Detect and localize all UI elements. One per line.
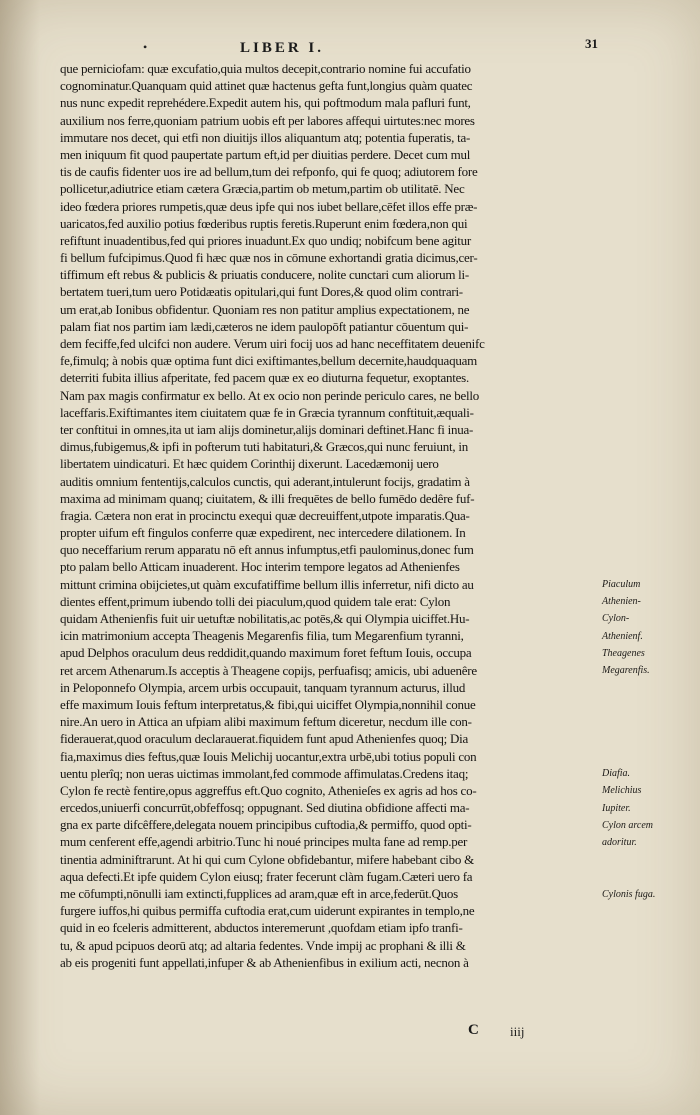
text-line: Nam pax magis confirmatur ex bello. At ex ocio non perinde periculo cares, ne bello	[60, 387, 479, 403]
text-line: tiffimum eft rebus & publicis & priuatis conducere, nolite cunctari cum aliorum li-	[60, 267, 469, 283]
text-line: um erat,ab Ionibus obfidentur. Quoniam res non patitur amplius expectationem, ne	[60, 301, 470, 317]
running-head: LIBER I.	[240, 40, 325, 56]
text-line: apud Delphos oraculum deus reddidit,quando maximum foret feftum Iouis, occupa	[60, 645, 472, 661]
text-line: tinentia adminiftrarunt. At hi qui cum Cylone obfidebantur, mifere habebant cibo &	[60, 851, 475, 867]
margin-note: Athenien-	[602, 596, 641, 608]
text-line: palam fiat nos partim iam lædi,cæteros ne idem paulopōft patiantur cōuentum qui-	[60, 318, 469, 334]
text-line: tis de caufis fidenter uos ire ad bellum,tum dei refponfo, qui fe quoq; adiutorem fore	[60, 164, 478, 180]
text-line: fia,maximus dies feftus,quæ Iouis Melichij uocantur,extra urbē,ubi totius populi con	[60, 748, 477, 764]
ornament-mark: •	[143, 40, 148, 54]
margin-note: Diafia.	[602, 768, 631, 780]
text-line: ter conftitui in omnes,ita ut iam alijs dominetur,alijs dominari deftinet.Hanc fi inua-	[60, 421, 474, 437]
text-line: quidam Athenienfis fuit uir uetuftæ nobilitatis,ac potēs,& qui Olympia uiciffet.Hu-	[60, 611, 470, 626]
text-line: aqua defecti.Et ipfe quidem Cylon eiusq; frater fecerunt clàm fugam.Cæteri uero fa	[60, 868, 473, 884]
margin-note: Piaculum	[602, 579, 641, 590]
text-line: in Peloponnefo Olympia, arcem urbis occupauit, tanquam tyrannum acturus, illud	[60, 679, 466, 695]
text-line: auxilium nos ferre,quoniam patrium uobis eft per labores affequi uirtutes:nec mores	[60, 112, 475, 128]
text-line: dimus,fubigemus,& ipfi in pofterum tuti habitaturi,& Græcos,qui nunc feruiunt, in	[60, 439, 468, 455]
margin-note: Theagenes	[602, 647, 645, 659]
text-line: deterriti fubita illius afperitate, fed pacem quæ ex eo diuturna fequetur, exoptantes.	[60, 370, 469, 386]
text-line: ab eis progeniti funt appellati,infuper & ab Athenienfibus in exilium acti, necnon à	[60, 954, 469, 970]
text-line: nus nunc expedit reprehédere.Expedit autem his, qui poftmodum mala pafluri funt,	[60, 95, 471, 111]
text-line: quo neceffarium rerum apparatu nō eft annus infumptus,etfi paulominus,donec fum	[60, 542, 474, 558]
text-line: fiderauerat,quod oraculum declarauerat.fiquidem funt apud Athenienfes quoq; Dia	[60, 731, 469, 747]
text-line: tu, & apud pcipuos deorū atq; ad altaria fedentes. Vnde impij ac prophani & illi &	[60, 937, 466, 953]
page-footer	[0, 1022, 700, 1044]
text-line: bertatem tueri,tum uero Potidæatis opitulari,qui funt Dores,& quod olim contrari-	[60, 284, 463, 300]
text-line: libertatem uindicaturi. Et hæc quidem Corinthij dixerunt. Lacedæmonij uero	[60, 456, 439, 472]
text-line: ercedos,uniuerfi concurrūt,obfeffosq; oppugnant. Sed diutina obfidione affecti ma-	[60, 800, 470, 816]
text-line: pto palam bello Atticam inuaderent. Hoc interim tempore legatos ad Athenienfes	[60, 559, 460, 575]
margin-note: Melichius	[602, 785, 642, 797]
margin-note: Cylon-	[602, 613, 630, 625]
margin-note: Megarenfis.	[602, 665, 650, 676]
text-line: maxima ad minimam quanq; ciuitatem, & illi frequētes de bello fumēdo dedêre fuf-	[60, 490, 475, 506]
text-line: uentu plerîq; non ueras uictimas immolant,fed commode affimulatas.Credens itaq;	[60, 765, 469, 781]
text-line: Cylon fe rectè fentire,opus aggreffus eft.Quo cognito, Athenieſes ex agris ad hos co-	[60, 782, 477, 798]
text-line: dientes effent,primum iubendo tolli dei piaculum,quod quidem tale erat: Cylon	[60, 593, 451, 609]
text-line: uaricatos,fed auxilio potius fœderibus ruptis feretis.Ruperunt enim fœdera,non qui	[60, 215, 468, 231]
text-block	[60, 60, 590, 971]
text-line: effe maximum Iouis feftum interpretatus,& fibi,qui uiciffet Olympia,nonnihil conue	[60, 696, 476, 712]
text-line: fragia. Cætera non erat in procinctu exequi quæ decreuiffent,utpote imparatis.Qua-	[60, 507, 470, 523]
margin-note: Iupiter.	[602, 802, 631, 814]
folio-number: 31	[585, 36, 598, 51]
text-line: cognominatur.Quanquam quid attinet quæ hactenus gefta funt,longius quàm quatec	[60, 78, 473, 94]
text-line: mum cenferent effe,agendi arbitrio.Tunc hi noué principes multa fane ad remp.per	[60, 834, 468, 850]
page-header	[0, 36, 700, 60]
text-line: que perniciofam: quæ excufatio,quia multos decepit,contrario nomine fui accufatio	[60, 61, 471, 76]
signature-mark: C	[468, 1022, 479, 1038]
text-line: ideo fœdera priores rumpetis,quæ deus ipfe qui nos iubet bellare,cēfet illos effe præ-	[60, 198, 478, 214]
text-line: refiftunt inuadentibus,fed qui priores inuadunt.Ex quo undiq; nobifcum bene agitur	[60, 232, 471, 248]
text-line: laceffaris.Exiftimantes item ciuitatem quæ fe in Græcia tyrannum conftituit,æquali-	[60, 404, 474, 420]
text-line: men iniquum fit quod paupertate partum eft,id per diuitias perdere. Decet cum mul	[60, 146, 471, 162]
text-line: immutare nos decet, qui etfi non diuitijs illos aliquantum atq; potentia fuperatis, ta-	[60, 129, 471, 145]
text-line: nire.An uero in Attica an ufpiam alibi maximum feftum diceretur, necdum ille con-	[60, 714, 472, 730]
margin-note: Cylon arcem	[602, 819, 654, 831]
text-line: icin matrimonium accepta Theagenis Megarenfis filia, tum Megarenfium tyranni,	[60, 628, 464, 644]
margin-note: Athenienf.	[602, 630, 643, 642]
text-line: fe,fimulq; à nobis quæ optima funt dici exiftimantes,bellum decernite,haudquaquam	[60, 353, 477, 369]
text-line: mittunt crimina obijcietes,ut quàm excufatiffime bellum illis inferretur, nifi dicto au	[60, 576, 474, 592]
text-line: ret arcem Athenarum.Is acceptis à Theagene copijs, perfuafisq; amicis, ubi aduenêre	[60, 662, 477, 678]
text-line: dem feciffe,fed ulcifci non audere. Verum uiri focij uos ad hanc neceffitatem deuenifc	[60, 336, 485, 351]
margin-note: adoritur.	[602, 837, 637, 848]
text-line: propter uifum eft fingulos conferre quæ expedirent, nec intercedere dilationem. In	[60, 525, 466, 541]
text-line: quid in eo fceleris admitterent, abductos interemerunt ,quofdam etiam ipfo tranfi-	[60, 920, 463, 936]
text-line: me cōfumpti,nōnulli iam extincti,fupplices ad aram,quæ eft in arce,federūt.Quos	[60, 886, 458, 901]
text-line: furgere iuffos,hi quibus permiffa cuftodia erat,cum uiderunt expirantes in templo,ne	[60, 903, 475, 919]
text-line: fi bellum fufcipimus.Quod fi hæc quæ nos in cōmune exhortandi gratia dicimus,cer-	[60, 250, 478, 266]
text-line: pollicetur,adiutrice etiam cætera Græcia,partim ob metum,partim ob utilitatē. Nec	[60, 181, 465, 197]
text-line: auditis omnium fententijs,calculos cunctis, qui aderant,intulerunt focijs, gradatim à	[60, 473, 470, 489]
spine-shadow	[0, 0, 40, 1115]
margin-notes	[602, 0, 700, 1115]
margin-note: Cylonis fuga.	[602, 888, 656, 900]
sheet-number: iiij	[510, 1024, 525, 1039]
text-line: gna ex parte difcêffere,delegata nouem principibus cuftodia,& permiffo, quod opti-	[60, 817, 472, 833]
